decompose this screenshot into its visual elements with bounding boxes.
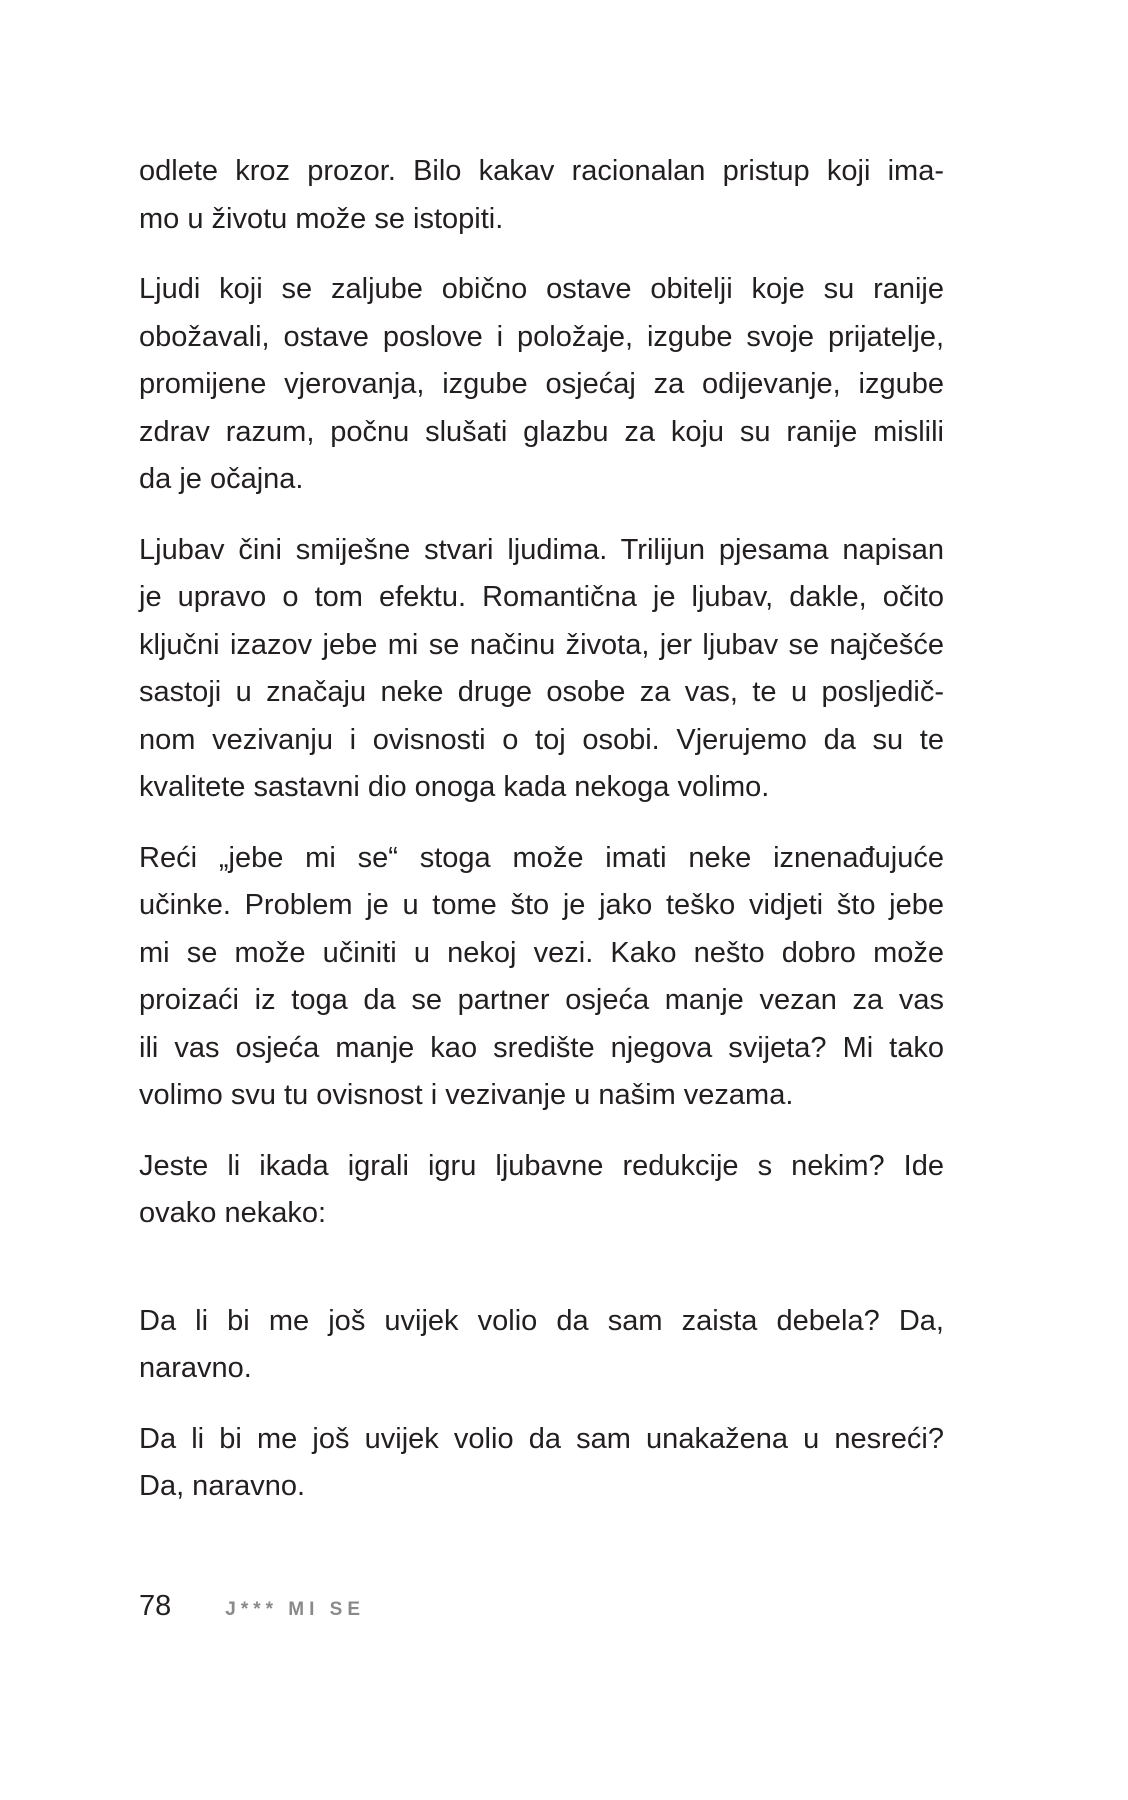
text-line: promijene vjerovanja, izgube osjećaj za odijevanje, izgube	[139, 368, 944, 400]
text-line: ili vas osjeća manje kao središte njegova svijeta? Mi tako	[139, 1031, 944, 1064]
paragraph-3	[139, 527, 944, 812]
text-line: mo u životu može se istopiti.	[139, 202, 504, 235]
text-line: kvalitete sastavni dio onoga kada nekoga volimo.	[139, 771, 770, 803]
paragraph-4	[139, 835, 944, 1120]
paragraph-1	[139, 148, 944, 243]
text-line: proizaći iz toga da se partner osjeća manje vezan za vas	[139, 984, 944, 1016]
text-line: zdrav razum, počnu slušati glazbu za koju su ranije mislili	[139, 415, 944, 448]
text-line: sastoji u značaju neke druge osobe za vas, te u posljedič-	[139, 676, 944, 708]
text-line: ovako nekako:	[139, 1197, 327, 1229]
running-head: J*** MI SE	[225, 1599, 366, 1620]
paragraph-5	[139, 1143, 944, 1238]
paragraph-7	[139, 1416, 944, 1511]
text-line: odlete kroz prozor. Bilo kakav racionalan pristup koji ima-	[139, 155, 944, 187]
text-line: ključni izazov jebe mi se načinu života, jer ljubav se najčešće	[139, 628, 944, 661]
page-number: 78	[139, 1590, 172, 1622]
text-line: Ljudi koji se zaljube obično ostave obitelji koje su ranije	[139, 273, 944, 305]
page-footer	[139, 1590, 365, 1623]
text-line: da je očajna.	[139, 463, 304, 495]
text-line: Ljubav čini smiješne stvari ljudima. Trilijun pjesama napisan	[139, 533, 944, 566]
text-line: Da, naravno.	[139, 1470, 306, 1502]
paragraph-6	[139, 1298, 944, 1393]
text-line: učinke. Problem je u tome što je jako teško vidjeti što jebe	[139, 889, 944, 921]
paragraph-2	[139, 266, 944, 504]
text-line: naravno.	[139, 1352, 252, 1384]
text-line: obožavali, ostave poslove i položaje, izgube svoje prijatelje,	[139, 320, 944, 353]
text-line: Jeste li ikada igrali igru ljubavne redukcije s nekim? Ide	[139, 1149, 944, 1182]
text-line: Da li bi me još uvijek volio da sam unakažena u nesreći?	[139, 1422, 944, 1455]
text-line: je upravo o tom efektu. Romantična je ljubav, dakle, očito	[139, 581, 944, 613]
page-body	[139, 148, 944, 1534]
text-line: Da li bi me još uvijek volio da sam zaista debela? Da,	[139, 1304, 944, 1337]
text-line: Reći „jebe mi se“ stoga može imati neke iznenađujuće	[139, 841, 944, 874]
text-line: nom vezivanju i ovisnosti o toj osobi. Vjerujemo da su te	[139, 723, 944, 756]
text-line: volimo svu tu ovisnost i vezivanje u našim vezama.	[139, 1079, 794, 1111]
text-line: mi se može učiniti u nekoj vezi. Kako nešto dobro može	[139, 936, 944, 969]
